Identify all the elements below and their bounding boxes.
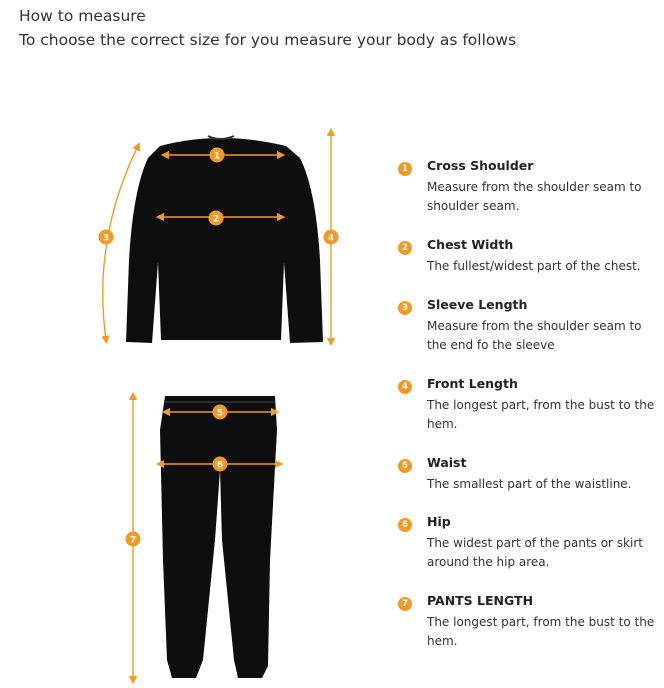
page-title: How to measure (19, 7, 146, 25)
svg-text:7: 7 (129, 535, 137, 546)
legend-description: The longest part, from the bust to the hem. (427, 398, 655, 431)
legend-description: Measure from the shoulder seam to the end fo the sleeve (427, 319, 642, 352)
legend-number-badge: 1 (398, 162, 412, 176)
legend-description: Measure from the shoulder seam to shoulder seam. (427, 180, 642, 213)
marker-2 (209, 211, 224, 226)
legend-title: PANTS LENGTH (427, 593, 534, 608)
svg-text:6: 6 (216, 460, 224, 471)
legend-title: Cross Shoulder (427, 158, 534, 173)
svg-text:1: 1 (213, 151, 221, 162)
legend-title: Front Length (427, 376, 518, 391)
legend-number-badge: 6 (398, 518, 412, 532)
legend-description: The fullest/widest part of the chest. (427, 259, 641, 273)
legend-description: The widest part of the pants or skirt around the hip area. (427, 536, 643, 569)
svg-text:4: 4 (327, 233, 335, 244)
legend-title: Waist (427, 455, 467, 470)
sweater-image (126, 136, 323, 343)
marker-4 (324, 230, 339, 245)
marker-3 (99, 230, 114, 245)
legend-title: Hip (427, 514, 451, 529)
legend-number-badge: 2 (398, 241, 412, 255)
marker-7 (126, 532, 141, 547)
marker-1 (210, 148, 225, 163)
svg-text:2: 2 (212, 214, 220, 225)
legend-number-badge: 7 (398, 597, 412, 611)
legend-description: The longest part, from the bust to the hem. (427, 615, 655, 648)
legend-number-badge: 4 (398, 380, 412, 394)
legend-title: Sleeve Length (427, 297, 528, 312)
legend-number-badge: 5 (398, 459, 412, 473)
svg-text:5: 5 (216, 408, 224, 419)
marker-5 (213, 405, 228, 420)
svg-text:3: 3 (102, 233, 110, 244)
pants-image (160, 396, 277, 678)
legend-description: The smallest part of the waistline. (427, 477, 632, 491)
marker-6 (213, 457, 228, 472)
page-subtitle: To choose the correct size for you measure your body as follows (19, 31, 517, 49)
legend-title: Chest Width (427, 237, 514, 252)
legend-number-badge: 3 (398, 301, 412, 315)
